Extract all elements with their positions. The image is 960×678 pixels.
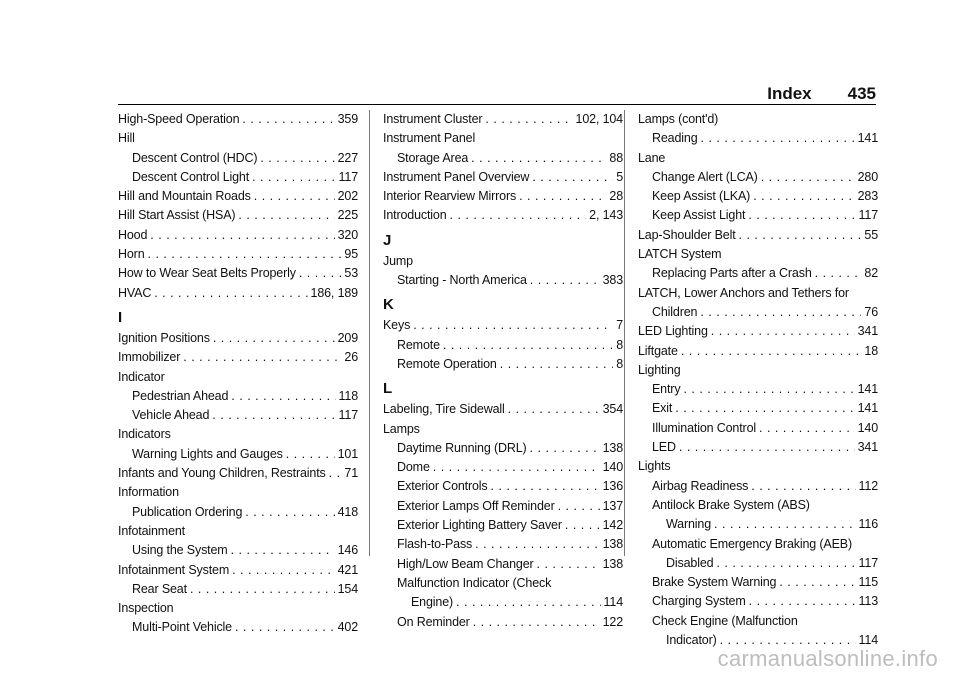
dot-leader	[751, 477, 855, 496]
index-entry-text: Daytime Running (DRL)	[397, 440, 527, 455]
index-entry-text: Brake System Warning	[652, 575, 777, 590]
index-entry-page: 154	[337, 581, 358, 596]
index-entry-text: Hill and Mountain Roads	[118, 189, 251, 204]
index-entry-page: 341	[857, 440, 878, 455]
dot-leader	[700, 303, 861, 322]
index-entry-page: 209	[337, 330, 358, 345]
index-entry-text: Hood	[118, 227, 148, 242]
index-entry	[383, 574, 623, 593]
dot-leader	[260, 149, 334, 168]
index-entry-text: Instrument Panel Overview	[383, 169, 530, 184]
index-entry	[638, 206, 878, 225]
dot-leader	[235, 618, 335, 637]
index-entry-text: Jump	[383, 253, 413, 268]
dot-leader	[443, 336, 613, 355]
index-entry-text: Inspection	[118, 601, 174, 616]
index-entry-text: LATCH, Lower Anchors and Tethers for	[638, 285, 849, 300]
index-entry-text: Lighting	[638, 362, 681, 377]
index-entry	[118, 129, 358, 148]
index-entry	[383, 149, 623, 168]
dot-leader	[148, 245, 342, 264]
index-entry-text: LED Lighting	[638, 324, 708, 339]
dot-leader	[450, 206, 587, 225]
dot-leader	[683, 380, 854, 399]
index-section-letter: L	[383, 380, 393, 398]
index-entry	[638, 168, 878, 187]
dot-leader	[701, 129, 855, 148]
column-divider	[369, 110, 370, 556]
dot-leader	[565, 516, 600, 535]
index-entry	[118, 580, 358, 599]
index-entry-text: Ignition Positions	[118, 330, 210, 345]
dot-leader	[675, 399, 854, 418]
header-rule	[118, 104, 876, 105]
index-column-1	[118, 110, 358, 638]
watermark: carmanualsonline.info	[717, 646, 938, 671]
index-entry-text: Infotainment	[118, 523, 185, 538]
index-entry-page: 140	[857, 420, 878, 435]
index-entry	[383, 613, 623, 632]
index-entry	[118, 503, 358, 522]
index-entry	[383, 535, 623, 554]
index-entry-text: Antilock Brake System (ABS)	[652, 497, 810, 512]
index-entry-text: Starting - North America	[397, 273, 527, 288]
index-entry	[118, 168, 358, 187]
index-entry	[638, 149, 878, 168]
dot-leader	[508, 400, 600, 419]
index-entry	[638, 361, 878, 380]
index-entry-page: 114	[603, 595, 623, 610]
index-entry-text: Lights	[638, 459, 671, 474]
index-entry-text: Descent Control (HDC)	[132, 150, 258, 165]
index-entry-text: Children	[652, 304, 698, 319]
index-entry-text: Change Alert (LCA)	[652, 169, 758, 184]
index-entry	[118, 522, 358, 541]
index-entry-text: Instrument Cluster	[383, 112, 483, 126]
index-entry-page: 122	[602, 614, 623, 629]
index-entry-text: Charging System	[652, 594, 746, 609]
dot-leader	[245, 503, 334, 522]
dot-leader	[242, 110, 334, 129]
index-entry-text: Warning Lights and Gauges	[132, 446, 283, 461]
index-entry-text: Indicator)	[666, 633, 717, 648]
dot-leader	[473, 613, 600, 632]
index-entry-page: 82	[864, 266, 878, 281]
index-entry-text: Remote Operation	[397, 356, 497, 371]
dot-leader	[213, 329, 335, 348]
index-entry-text: Remote	[397, 337, 440, 352]
index-entry	[383, 477, 623, 496]
dot-leader	[238, 206, 334, 225]
index-entry	[118, 387, 358, 406]
index-entry-text: Exterior Controls	[397, 479, 488, 494]
dot-leader	[530, 439, 600, 458]
index-entry-page: 117	[338, 408, 358, 423]
index-entry	[118, 618, 358, 637]
index-entry-text: Illumination Control	[652, 420, 756, 435]
index-entry	[638, 245, 878, 264]
index-entry-page: 88	[609, 150, 623, 165]
index-entry-text: Keep Assist (LKA)	[652, 189, 751, 204]
index-entry-text: Rear Seat	[132, 581, 187, 596]
index-entry	[118, 206, 358, 225]
index-entry-page: 138	[602, 440, 623, 455]
index-entry-page: 421	[337, 562, 358, 577]
index-entry-text: Reading	[652, 131, 698, 146]
index-entry-page: 136	[602, 479, 623, 494]
index-entry	[118, 264, 358, 283]
index-entry-page: 142	[602, 518, 623, 533]
index-entry	[383, 593, 623, 612]
dot-leader	[433, 458, 600, 477]
index-entry-page: 102, 104	[575, 112, 623, 126]
index-entry-page: 117	[858, 208, 878, 223]
index-entry-text: Keep Assist Light	[652, 208, 746, 223]
index-entry-page: 115	[858, 575, 878, 590]
dot-leader	[475, 535, 599, 554]
dot-leader	[252, 168, 335, 187]
index-entry	[383, 316, 623, 335]
index-entry-page: 71	[344, 466, 358, 481]
index-entry-text: Vehicle Ahead	[132, 408, 210, 423]
index-entry	[118, 284, 358, 303]
index-entry	[383, 458, 623, 477]
index-entry	[383, 110, 623, 129]
index-entry	[638, 535, 878, 554]
dot-leader	[154, 284, 307, 303]
dot-leader	[231, 541, 335, 560]
index-entry	[383, 252, 623, 271]
dot-leader	[779, 573, 855, 592]
dot-leader	[815, 264, 862, 283]
index-entry-page: 113	[858, 594, 878, 609]
index-entry	[638, 380, 878, 399]
dot-leader	[456, 593, 600, 612]
index-entry	[383, 516, 623, 535]
index-entry	[118, 445, 358, 464]
index-entry-text: Lane	[638, 150, 666, 165]
index-entry-page: 354	[602, 402, 623, 417]
index-entry	[638, 303, 878, 322]
index-entry	[118, 245, 358, 264]
index-entry-text: Infants and Young Children, Restraints	[118, 466, 326, 481]
index-entry-text: Immobilizer	[118, 350, 181, 365]
index-entry	[383, 206, 623, 225]
index-entry-text: Indicators	[118, 427, 171, 442]
index-entry-text: Lap-Shoulder Belt	[638, 227, 736, 242]
dot-leader	[471, 149, 606, 168]
index-entry-page: 114	[858, 633, 878, 648]
index-entry-text: Interior Rearview Mirrors	[383, 189, 517, 204]
index-entry-text: Warning	[666, 517, 712, 532]
index-entry	[118, 464, 358, 483]
index-entry-page: 18	[864, 343, 878, 358]
dot-leader	[761, 168, 855, 187]
index-entry-text: High/Low Beam Changer	[397, 556, 534, 571]
index-entry	[118, 149, 358, 168]
dot-leader	[231, 387, 335, 406]
dot-leader	[558, 497, 600, 516]
index-entry	[118, 541, 358, 560]
index-column-2	[383, 110, 623, 632]
index-entry-text: Hill Start Assist (HSA)	[118, 208, 236, 223]
index-entry-text: Engine)	[411, 595, 454, 610]
index-entry-text: Infotainment System	[118, 562, 230, 577]
dot-leader	[183, 348, 341, 367]
index-entry-text: Lamps (cont'd)	[638, 112, 719, 126]
dot-leader	[530, 271, 600, 290]
index-entry-page: 280	[857, 169, 878, 184]
dot-leader	[329, 464, 342, 483]
index-entry	[118, 483, 358, 502]
index-entry-text: Pedestrian Ahead	[132, 388, 229, 403]
index-entry	[118, 348, 358, 367]
index-entry	[638, 592, 878, 611]
index-entry-text: Multi-Point Vehicle	[132, 620, 232, 635]
index-entry-page: 116	[858, 517, 878, 532]
dot-leader	[532, 168, 613, 187]
dot-leader	[749, 592, 856, 611]
index-entry-page: 402	[337, 620, 358, 635]
index-entry	[118, 599, 358, 618]
index-entry-page: 7	[616, 318, 623, 333]
index-section-letter: J	[383, 231, 392, 249]
index-entry	[638, 515, 878, 534]
index-entry-text: Horn	[118, 247, 145, 262]
index-entry-page: 141	[857, 131, 878, 146]
dot-leader	[232, 561, 335, 580]
index-entry-page: 359	[337, 112, 358, 126]
index-entry-text: Flash-to-Pass	[397, 537, 473, 552]
index-entry-page: 101	[337, 446, 358, 461]
index-entry	[638, 322, 878, 341]
index-entry	[383, 187, 623, 206]
index-entry-text: Using the System	[132, 543, 228, 558]
index-entry-text: Replacing Parts after a Crash	[652, 266, 812, 281]
index-entry-text: Introduction	[383, 208, 447, 223]
index-entry	[118, 406, 358, 425]
index-entry	[638, 187, 878, 206]
index-entry-page: 202	[337, 189, 358, 204]
index-entry-text: Automatic Emergency Braking (AEB)	[652, 536, 852, 551]
index-entry-page: 95	[344, 247, 358, 262]
index-entry-page: 26	[344, 350, 358, 365]
dot-leader	[753, 187, 854, 206]
index-entry	[638, 129, 878, 148]
index-entry	[638, 573, 878, 592]
column-divider	[624, 110, 625, 556]
dot-leader	[413, 316, 613, 335]
index-entry-text: On Reminder	[397, 614, 470, 629]
index-entry	[118, 187, 358, 206]
index-entry-text: LATCH System	[638, 247, 722, 262]
index-entry-text: HVAC	[118, 285, 152, 300]
index-entry	[383, 271, 623, 290]
index-entry	[383, 400, 623, 419]
index-entry	[383, 420, 623, 439]
index-entry	[638, 226, 878, 245]
dot-leader	[716, 554, 855, 573]
index-entry	[638, 496, 878, 515]
dot-leader	[485, 110, 572, 129]
index-entry	[638, 264, 878, 283]
index-entry-page: 8	[616, 337, 623, 352]
index-column-3	[638, 110, 878, 650]
dot-leader	[748, 206, 855, 225]
dot-leader	[500, 355, 613, 374]
index-entry-text: Labeling, Tire Sidewall	[383, 402, 505, 417]
index-entry	[118, 425, 358, 444]
index-entry-page: 2, 143	[589, 208, 623, 223]
dot-leader	[681, 342, 862, 361]
index-entry-page: 227	[337, 150, 358, 165]
index-entry-page: 5	[616, 169, 623, 184]
index-entry-text: Malfunction Indicator (Check	[397, 575, 552, 590]
index-entry-page: 141	[857, 382, 878, 397]
index-entry-text: Publication Ordering	[132, 504, 243, 519]
index-section-letter: I	[118, 308, 123, 326]
index-entry-text: Check Engine (Malfunction	[652, 613, 798, 628]
index-entry-page: 55	[864, 227, 878, 242]
index-entry-page: 146	[337, 543, 358, 558]
dot-leader	[212, 406, 335, 425]
index-entry-page: 28	[609, 189, 623, 204]
index-entry-page: 341	[857, 324, 878, 339]
index-entry-page: 138	[602, 537, 623, 552]
index-entry-page: 76	[864, 304, 878, 319]
index-entry-text: Exit	[652, 401, 673, 416]
index-entry-page: 383	[602, 273, 623, 288]
page-header	[767, 84, 876, 104]
index-entry	[118, 561, 358, 580]
index-entry	[638, 477, 878, 496]
index-entry-text: Information	[118, 485, 179, 500]
index-entry	[118, 329, 358, 348]
index-entry-page: 141	[857, 401, 878, 416]
index-entry-page: 140	[602, 460, 623, 475]
dot-leader	[739, 226, 862, 245]
index-entry	[118, 226, 358, 245]
index-entry-text: High-Speed Operation	[118, 112, 240, 126]
index-entry-text: Disabled	[666, 555, 714, 570]
index-entry	[383, 497, 623, 516]
dot-leader	[150, 226, 334, 245]
index-entry-text: Lamps	[383, 421, 420, 436]
dot-leader	[519, 187, 606, 206]
index-entry-text: LED	[652, 440, 676, 455]
index-entry	[638, 284, 878, 303]
index-entry-text: Entry	[652, 382, 681, 397]
index-entry-page: 8	[616, 356, 623, 371]
page-number: 435	[847, 84, 876, 103]
index-entry-page: 225	[337, 208, 358, 223]
index-entry-text: Descent Control Light	[132, 169, 250, 184]
index-entry-text: Exterior Lighting Battery Saver	[397, 518, 562, 533]
index-entry	[638, 342, 878, 361]
index-entry	[638, 438, 878, 457]
dot-leader	[537, 555, 600, 574]
index-entry	[638, 419, 878, 438]
index-entry-page: 53	[344, 266, 358, 281]
index-entry-text: Instrument Panel	[383, 131, 476, 146]
index-section-letter: K	[383, 296, 394, 314]
index-entry	[383, 168, 623, 187]
page-title: Index	[767, 84, 812, 103]
dot-leader	[254, 187, 335, 206]
dot-leader	[190, 580, 335, 599]
index-entry	[638, 554, 878, 573]
index-entry-page: 117	[858, 555, 878, 570]
index-entry-page: 117	[338, 169, 358, 184]
index-entry	[638, 612, 878, 631]
dot-leader	[759, 419, 855, 438]
dot-leader	[491, 477, 600, 496]
index-entry	[638, 399, 878, 418]
index-entry	[383, 129, 623, 148]
index-entry-text: How to Wear Seat Belts Properly	[118, 266, 296, 281]
index-entry-page: 138	[602, 556, 623, 571]
index-entry-page: 320	[337, 227, 358, 242]
dot-leader	[714, 515, 855, 534]
index-entry	[638, 110, 878, 129]
dot-leader	[286, 445, 335, 464]
index-entry-text: Liftgate	[638, 343, 678, 358]
index-entry-page: 186, 189	[310, 285, 358, 300]
dot-leader	[711, 322, 855, 341]
index-entry	[638, 457, 878, 476]
index-entry-page: 137	[602, 498, 623, 513]
index-entry-page: 418	[337, 504, 358, 519]
index-entry	[383, 355, 623, 374]
index-entry-text: Exterior Lamps Off Reminder	[397, 498, 555, 513]
index-entry	[118, 110, 358, 129]
index-entry-text: Indicator	[118, 369, 165, 384]
index-entry-page: 118	[338, 388, 358, 403]
index-entry	[383, 555, 623, 574]
index-entry-page: 112	[858, 478, 878, 493]
index-entry-text: Airbag Readiness	[652, 478, 749, 493]
index-entry-text: Hill	[118, 131, 135, 146]
dot-leader	[679, 438, 855, 457]
index-entry	[383, 439, 623, 458]
index-entry-text: Dome	[397, 460, 430, 475]
index-entry-text: Storage Area	[397, 150, 469, 165]
index-entry-page: 283	[857, 189, 878, 204]
index-entry	[118, 368, 358, 387]
dot-leader	[299, 264, 342, 283]
index-entry-text: Keys	[383, 318, 411, 333]
index-entry	[383, 336, 623, 355]
